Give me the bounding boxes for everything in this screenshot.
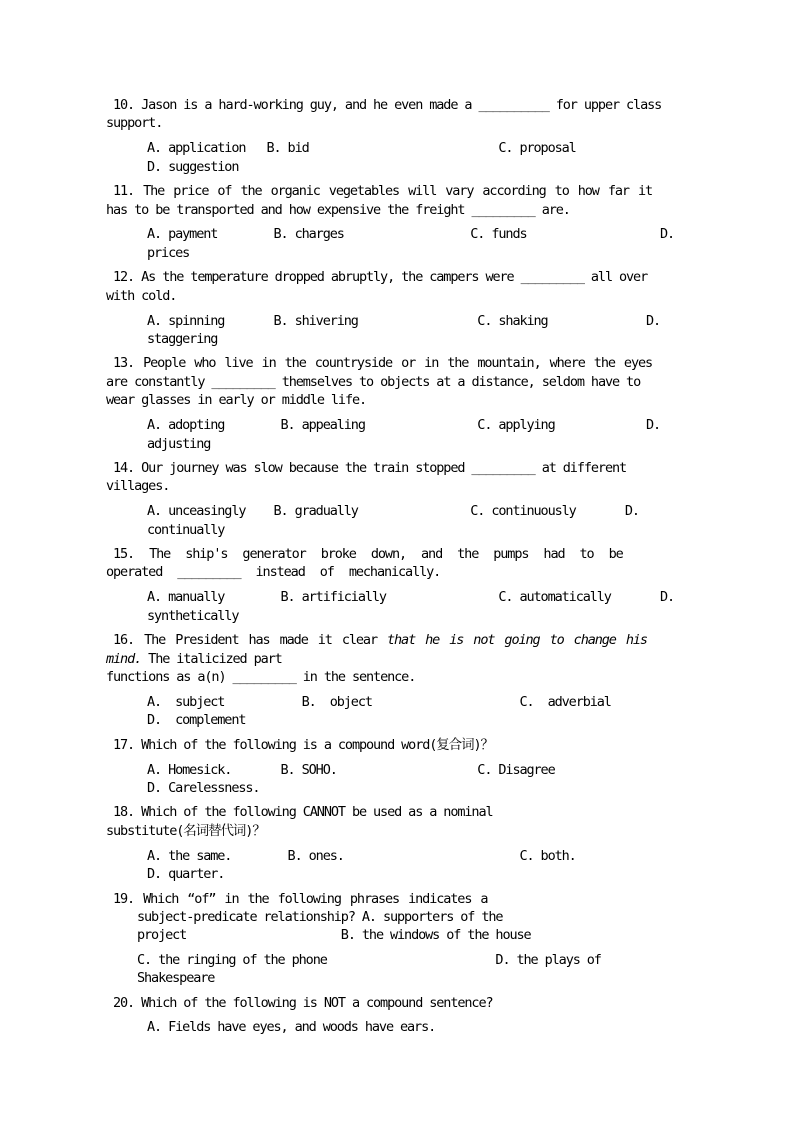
question-17-options-line-1: A. Homesick. B. SOHO. C. Disagree <box>147 761 555 778</box>
question-13-options-line-1: A. adopting B. appealing C. applying D. <box>147 417 661 434</box>
question-13-options <box>106 416 706 453</box>
question-20-stem-line-1: 20. Which of the following is NOT a compound sentence? <box>113 994 493 1011</box>
question-12-stem-line-1: 12. As the temperature dropped abruptly, the campers were _________ all over <box>113 269 648 286</box>
question-14-options-line-1: A. unceasingly B. gradually C. continuously D. <box>147 503 639 520</box>
question-18-options-line-2: D. quarter. <box>147 866 225 883</box>
question-15-stem-line-2: operated _________ instead of mechanically. <box>106 564 441 581</box>
question-20-options <box>106 1018 706 1036</box>
question-12 <box>106 268 706 348</box>
question-12-options-line-2: staggering <box>147 330 218 347</box>
question-10-options <box>106 139 706 176</box>
question-14-stem-line-1: 14. Our journey was slow because the train stopped _________ at different <box>113 459 627 476</box>
question-11 <box>106 182 706 262</box>
question-18-stem-line-2: substitute(名词替代词)？ <box>106 822 265 839</box>
question-15 <box>106 545 706 625</box>
question-10-stem-line-1: 10. Jason is a hard-working guy, and he even made a __________ for upper class <box>113 97 662 113</box>
question-16-stem-line-1 <box>106 631 706 649</box>
question-11-stem-line-1: 11. The price of the organic vegetables will vary according to how far it <box>113 183 653 200</box>
question-10 <box>106 96 706 176</box>
question-20 <box>106 994 706 1037</box>
question-20-options-line-1: A. Fields have eyes, and woods have ears. <box>147 1019 436 1036</box>
question-16-stem-normal-1: 16. The President has made it clear <box>113 632 387 649</box>
question-16-options-line-1: A. subject B. object C. adverbial <box>147 693 611 710</box>
question-17-stem-line-1: 17. Which of the following is a compound word(复合词)？ <box>113 736 493 753</box>
question-19-stem-line-1: 19. Which “of” in the following phrases indicates a <box>113 890 488 907</box>
question-11-options-line-2: prices <box>147 244 190 261</box>
question-10-options-line-2: D. suggestion <box>147 158 239 175</box>
question-12-options-line-1: A. spinning B. shivering C. shaking D. <box>147 312 661 329</box>
question-16-stem-line-3: functions as a(n) _________ in the sentence. <box>106 668 416 685</box>
question-13-stem-line-1: 13. People who live in the countryside or in the mountain, where the eyes <box>113 355 653 372</box>
question-14 <box>106 459 706 539</box>
question-18-options-line-1: A. the same. B. ones. C. both. <box>147 847 576 864</box>
question-11-stem-line-2: has to be transported and how expensive the freight _________ are. <box>106 201 570 218</box>
question-16-options <box>106 693 706 730</box>
question-19 <box>106 890 706 988</box>
question-16-stem-line-2 <box>106 650 706 668</box>
question-14-options <box>106 502 706 539</box>
question-19-stem-line-2: subject-predicate relationship? A. supporters of the <box>137 908 503 925</box>
question-16-stem-italic-2: mind. <box>106 650 142 667</box>
question-13-options-line-2: adjusting <box>147 435 211 452</box>
question-19-stem-line-5: Shakespeare <box>137 970 215 987</box>
question-15-stem-line-1: 15. The ship's generator broke down, and the pumps had to be <box>113 546 623 563</box>
question-18-options <box>106 847 706 884</box>
question-15-options <box>106 588 706 625</box>
question-19-stem-line-4: C. the ringing of the phone D. the plays of <box>137 951 601 968</box>
question-16 <box>106 631 706 730</box>
question-19-stem-line-3: project B. the windows of the house <box>137 927 531 944</box>
question-13-stem-line-2: are constantly _________ themselves to objects at a distance, seldom have to <box>106 373 641 390</box>
question-16-stem-italic-1: that he is not going to change his <box>387 632 647 649</box>
question-10-stem-line-2: support. <box>106 115 163 132</box>
question-16-options-line-2: D. complement <box>147 712 246 729</box>
question-17-options-line-2: D. Carelessness. <box>147 780 260 796</box>
test-paper-body <box>106 96 706 1043</box>
question-16-stem-normal-2: The italicized part <box>141 650 282 667</box>
question-12-options <box>106 312 706 349</box>
question-18 <box>106 803 706 883</box>
question-14-options-line-2: continually <box>147 521 225 538</box>
question-15-options-line-2: synthetically <box>147 607 239 624</box>
question-15-options-line-1: A. manually B. artificially C. automatically D. <box>147 589 675 606</box>
question-12-stem-line-2: with cold. <box>106 287 177 304</box>
question-11-options-line-1: A. payment B. charges C. funds D. <box>147 226 675 243</box>
question-11-options <box>106 225 706 262</box>
question-10-options-line-1: A. application B. bid C. proposal <box>147 140 576 157</box>
question-18-stem-line-1: 18. Which of the following CANNOT be used as a nominal <box>113 804 493 821</box>
question-17 <box>106 736 706 798</box>
question-13-stem-line-3: wear glasses in early or middle life. <box>106 392 367 409</box>
question-17-options <box>106 761 706 798</box>
question-13 <box>106 354 706 453</box>
question-14-stem-line-2: villages. <box>106 478 170 495</box>
